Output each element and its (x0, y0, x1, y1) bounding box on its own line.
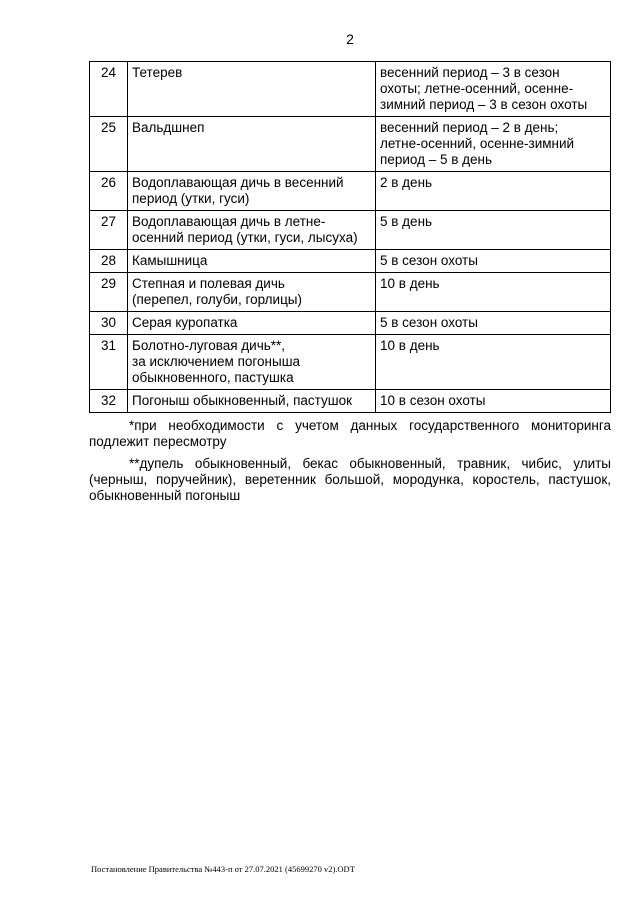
row-number: 32 (90, 390, 128, 413)
species-line: Вальдшнеп (132, 120, 205, 135)
limit-line: 10 в день (380, 276, 440, 291)
bag-limit (376, 312, 611, 335)
table-row (90, 250, 611, 273)
limit-line: весенний период – 3 в сезон (380, 65, 560, 80)
table-row (90, 62, 611, 117)
limit-line: 2 в день (380, 175, 433, 190)
footnote-2: **дупель обыкновенный, бекас обыкновенный, травник, чибис, улиты (черныш, поручейник), веретенник большой, мородунка, коростель, пастушок, обыкновенный погоныш (89, 456, 611, 503)
bag-limit (376, 211, 611, 250)
table-row (90, 335, 611, 390)
species-line: Водоплавающая дичь в весенний (132, 175, 344, 190)
row-number: 30 (90, 312, 128, 335)
row-number: 26 (90, 172, 128, 211)
table-row (90, 390, 611, 413)
limit-line: зимний период – 3 в сезон охоты (380, 97, 588, 112)
limit-line: период – 5 в день (380, 152, 493, 167)
species-line: (перепел, голуби, горлицы) (132, 292, 303, 307)
game-species (128, 172, 376, 211)
limit-line: 5 в день (380, 214, 433, 229)
bag-limit (376, 250, 611, 273)
hunting-limits-table (89, 61, 611, 413)
species-line: Камышница (132, 253, 208, 268)
bag-limit (376, 117, 611, 172)
row-number: 24 (90, 62, 128, 117)
species-line: осенний период (утки, гуси, лысуха) (132, 230, 358, 245)
game-species (128, 117, 376, 172)
bag-limit (376, 62, 611, 117)
species-line: Водоплавающая дичь в летне- (132, 214, 326, 229)
bag-limit (376, 273, 611, 312)
bag-limit (376, 172, 611, 211)
document-footer: Постановление Правительства №443-п от 27.07.2021 (45699270 v2).ODT (91, 864, 355, 874)
limit-line: 10 в день (380, 338, 440, 353)
row-number: 27 (90, 211, 128, 250)
limit-line: охоты; летне-осенний, осенне- (380, 81, 574, 96)
limit-line: 10 в сезон охоты (380, 393, 486, 408)
row-number: 28 (90, 250, 128, 273)
limit-line: 5 в сезон охоты (380, 253, 478, 268)
table-row (90, 211, 611, 250)
row-number: 29 (90, 273, 128, 312)
row-number: 25 (90, 117, 128, 172)
species-line: Тетерев (132, 65, 183, 80)
limit-line: летне-осенний, осенне-зимний (380, 136, 575, 151)
limit-line: 5 в сезон охоты (380, 315, 478, 330)
game-species (128, 211, 376, 250)
limit-line: весенний период – 2 в день; (380, 120, 559, 135)
footnotes (89, 418, 611, 510)
game-species (128, 62, 376, 117)
species-line: Погоныш обыкновенный, пастушок (132, 393, 352, 408)
table-row (90, 117, 611, 172)
species-line: за исключением погоныша (132, 354, 301, 369)
species-line: Степная и полевая дичь (132, 276, 285, 291)
game-species (128, 250, 376, 273)
bag-limit (376, 335, 611, 390)
species-line: обыкновенного, пастушка (132, 370, 294, 385)
species-line: Болотно-луговая дичь**, (132, 338, 286, 353)
bag-limit (376, 390, 611, 413)
game-species (128, 335, 376, 390)
table-row (90, 172, 611, 211)
footnote-1: *при необходимости с учетом данных государственного мониторинга подлежит пересмотру (89, 418, 611, 449)
table-row (90, 273, 611, 312)
table-row (90, 312, 611, 335)
row-number: 31 (90, 335, 128, 390)
game-species (128, 273, 376, 312)
page-number: 2 (346, 31, 354, 47)
table-body (90, 62, 611, 413)
game-species (128, 312, 376, 335)
species-line: Серая куропатка (132, 315, 238, 330)
game-species (128, 390, 376, 413)
species-line: период (утки, гуси) (132, 191, 250, 206)
